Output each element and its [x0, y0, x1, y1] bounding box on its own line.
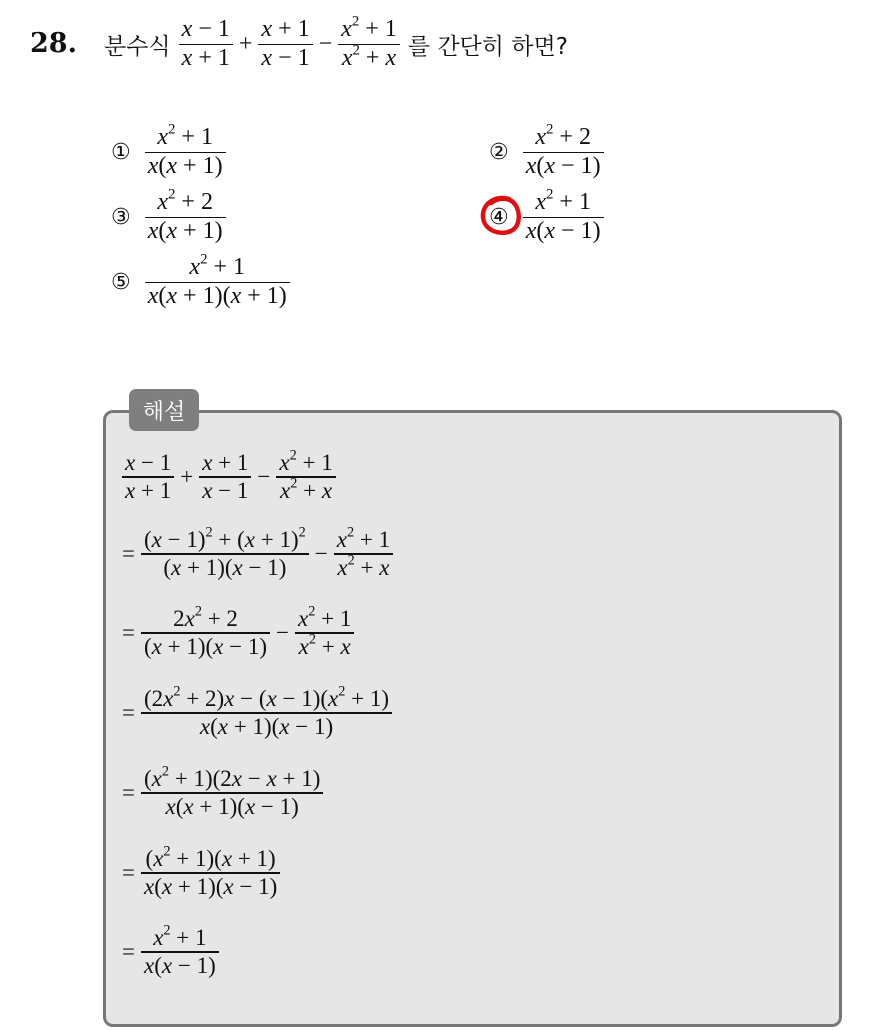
- fraction: $\frac{x^2 + 1}{x(x - 1)}$: [141, 925, 219, 979]
- fraction: $\frac{x - 1}{x + 1}$: [179, 16, 233, 73]
- fraction: $\frac{(x^2 + 1)(2x - x + 1)}{x(x + 1)(x - 1)}$: [141, 766, 323, 820]
- fraction: $\frac{x^2 + 1}{x^2 + x}$: [334, 527, 393, 581]
- fraction: $\frac{x^2 + 1}{x^2 + x}$: [276, 450, 335, 504]
- fraction: $\frac{x + 1}{x - 1}$: [258, 16, 312, 73]
- question-suffix: 를 간단히 하면?: [407, 33, 568, 60]
- fraction: $\frac{(x - 1)^2 + (x + 1)^2}{(x + 1)(x - 1)}$: [141, 527, 309, 581]
- choice-2[interactable]: [489, 121, 604, 181]
- choice-marker: ①: [111, 139, 131, 165]
- fraction: $\frac{x^2 + 2}{x(x + 1)}$: [145, 189, 226, 246]
- question-expression: $\frac{x - 1}{x + 1}$ + $\frac{x + 1}{x - 1}$ − $\frac{x^2 + 1}{x^2 + x}$: [179, 16, 400, 73]
- equals-sign: =: [122, 620, 135, 646]
- choice-5[interactable]: [111, 251, 290, 311]
- fraction: $\frac{x - 1}{x + 1}$: [122, 450, 174, 504]
- solution-step-0: $\frac{x - 1}{x + 1}$ + $\frac{x + 1}{x - 1}$ − $\frac{x^2 + 1}{x^2 + x}$: [122, 450, 336, 504]
- solution-step-4: [122, 763, 323, 820]
- fraction: $\frac{x^2 + 1}{x(x + 1)(x + 1)}$: [145, 254, 290, 311]
- choice-marker: ⑤: [111, 269, 131, 295]
- fraction: $\frac{(x^2 + 1)(x + 1)}{x(x + 1)(x - 1)}$: [141, 846, 280, 900]
- solution-step-1: = $\frac{(x - 1)^2 + (x + 1)^2}{(x + 1)(x - 1)}$ − $\frac{x^2 + 1}{x^2 + x}$: [122, 527, 393, 581]
- answer-circle-mark-icon: [479, 194, 523, 238]
- equals-sign: =: [122, 700, 135, 726]
- fraction: $\frac{2x^2 + 2}{(x + 1)(x - 1)}$: [141, 606, 270, 660]
- solution-step-3: [122, 683, 392, 740]
- equals-sign: =: [122, 541, 135, 567]
- fraction: $\frac{x^2 + 1}{x^2 + x}$: [295, 606, 354, 660]
- question-number: 28.: [30, 28, 77, 59]
- solution-label: 해설: [129, 389, 199, 431]
- solution-step-2: = $\frac{2x^2 + 2}{(x + 1)(x - 1)}$ − $\frac{x^2 + 1}{x^2 + x}$: [122, 606, 354, 660]
- choice-marker: ③: [111, 204, 131, 230]
- fraction: $\frac{x^2 + 1}{x(x + 1)}$: [145, 124, 226, 181]
- solution-step-6: [122, 922, 219, 979]
- choice-marker: ④: [489, 204, 509, 230]
- choice-3[interactable]: [111, 186, 226, 246]
- fraction: $\frac{x^2 + 1}{x^2 + x}$: [338, 16, 400, 73]
- choice-1[interactable]: [111, 121, 226, 181]
- equals-sign: =: [122, 860, 135, 886]
- choice-marker: ②: [489, 139, 509, 165]
- solution-step-5: [122, 843, 280, 900]
- fraction: $\frac{x^2 + 2}{x(x - 1)}$: [523, 124, 604, 181]
- fraction: $\frac{x^2 + 1}{x(x - 1)}$: [523, 189, 604, 246]
- question-line: [104, 13, 568, 73]
- fraction: $\frac{(2x^2 + 2)x - (x - 1)(x^2 + 1)}{x(x + 1)(x - 1)}$: [141, 686, 392, 740]
- question-prefix: 분수식: [104, 33, 171, 60]
- equals-sign: =: [122, 939, 135, 965]
- equals-sign: =: [122, 780, 135, 806]
- fraction: $\frac{x + 1}{x - 1}$: [199, 450, 251, 504]
